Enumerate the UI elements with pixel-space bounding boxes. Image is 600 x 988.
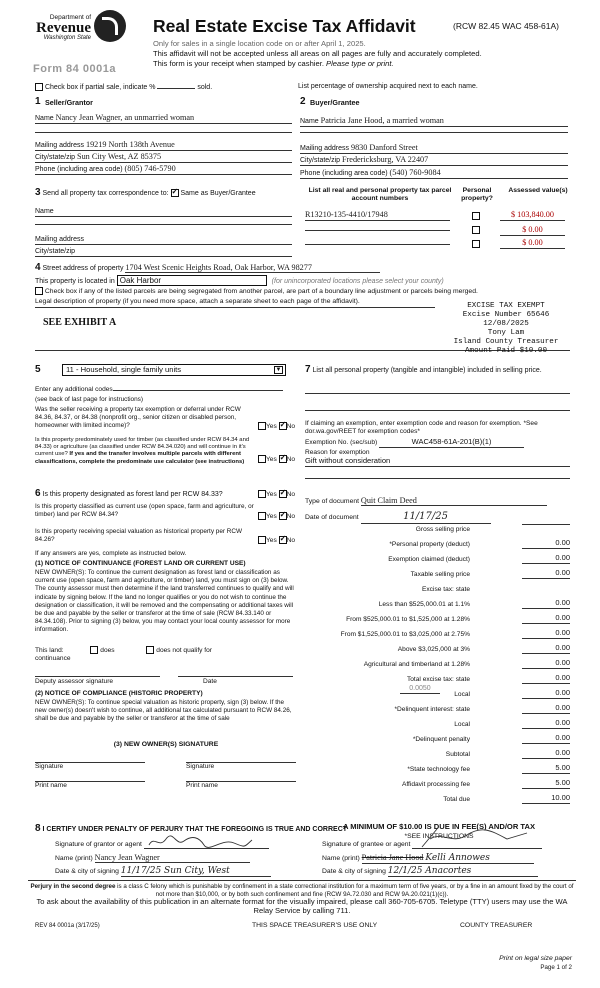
buyer-city[interactable]: Fredericksburg, VA 22407: [342, 155, 429, 164]
certify-row: 8 I CERTIFY UNDER PENALTY OF PERJURY THAT THE FOREGOING IS TRUE AND CORRECT: [35, 823, 348, 834]
grantee-signature-row: Signature of grantee or agent: [322, 839, 542, 849]
fee-value[interactable]: 0.00: [522, 629, 570, 639]
current-use-question: Is this property classified as current use (open space, farm and agriculture, or timber) land per RCW 84.34?: [35, 503, 254, 518]
historic-yes-no: Yes ✓ No: [258, 536, 295, 544]
personal-checkbox[interactable]: [472, 226, 480, 235]
exemption-instruction: If claiming an exemption, enter exemption code and reason for exemption. *See dor.wa.gov/REET for exemption codes*: [305, 420, 538, 435]
section-5-number: 5: [35, 364, 41, 375]
legal-label: Legal description of property (if you need more space, attach a separate sheet to each page of the affidavit).: [35, 298, 360, 305]
buyer-phone[interactable]: (540) 760-9084: [389, 168, 441, 177]
assessed-col-header: Assessed value(s): [508, 187, 568, 194]
fee-value[interactable]: 0.00: [522, 674, 570, 684]
fee-label: *State technology fee: [407, 766, 470, 773]
grantee-date-city[interactable]: 12/1/25 Anacortes: [388, 866, 538, 877]
new-owner-signature-2[interactable]: Signature: [186, 762, 296, 771]
reason-field[interactable]: Gift without consideration: [305, 457, 570, 467]
grantor-signature-row: Signature of grantor or agent: [55, 839, 269, 849]
personal-property-label: 7 List all personal property (tangible and intangible) included in selling price.: [305, 364, 542, 375]
compliance-body: NEW OWNER(S): To continue special valuation as historic property, sign (3) below. If the new owner(s) doesn't wish to continue, all additional tax calculated pursuant to RCW 84.26, shall be due and payable by the seller or transferor at the time of sale: [35, 699, 292, 723]
buyer-name-row: Name Patricia Jane Hood, a married woman: [300, 116, 568, 127]
fee-value[interactable]: 0.00: [522, 644, 570, 654]
local-rate: 0.0050: [400, 685, 440, 694]
buyer-city-row: City/state/zip Fredericksburg, VA 22407: [300, 155, 568, 166]
current-use-yes-no: Yes ✓ No: [258, 512, 295, 520]
form-number: Form 84 0001a: [33, 63, 116, 75]
personal-checkbox[interactable]: [472, 212, 480, 221]
doc-type[interactable]: Quit Claim Deed: [361, 496, 547, 506]
legal-description-area[interactable]: [35, 307, 435, 343]
fee-value[interactable]: 0.00: [522, 659, 570, 669]
doc-date-row: Date of document 11/17/25: [305, 511, 491, 524]
sec3-mail-row: Mailing address: [35, 236, 292, 245]
personal-col-header: Personal property?: [461, 187, 493, 202]
grantee-signature[interactable]: [412, 839, 542, 849]
partial-sale-row: Check box if partial sale, indicate % sold.: [35, 83, 212, 92]
new-owner-signature-heading: (3) NEW OWNER(S) SIGNATURE: [113, 741, 219, 748]
continuance-label: continuance: [35, 655, 71, 662]
parcel-row: [305, 244, 450, 245]
grantee-name: Patricia Jane Hood: [361, 853, 424, 862]
sec6-instruction: If any answers are yes, complete as instructed below.: [35, 550, 187, 557]
partial-sale-checkbox[interactable]: [35, 83, 43, 91]
fee-label: Gross selling price: [415, 526, 470, 533]
form-title: Real Estate Excise Tax Affidavit: [153, 16, 416, 36]
buyer-blank-line: [300, 132, 568, 133]
compliance-heading: (2) NOTICE OF COMPLIANCE (HISTORIC PROPERTY): [35, 690, 203, 697]
fee-value[interactable]: 0.00: [522, 599, 570, 609]
timber-yes-no: Yes ✓ No: [258, 455, 295, 463]
same-as-buyer-checkbox[interactable]: [171, 189, 179, 197]
personal-checkbox[interactable]: [472, 240, 480, 249]
page-number: Page 1 of 2: [540, 964, 572, 971]
doc-date[interactable]: 11/17/25: [361, 511, 491, 524]
land-qualify-row: This land: does does not qualify for: [35, 646, 212, 654]
fee-value[interactable]: 0.00: [522, 554, 570, 564]
seller-blank-line: [35, 132, 292, 133]
availability-notice: To ask about the availability of this publication in an alternate format for the visually impaired, please call 360-705-6705. Teletype (TTY) users may use the WA Relay Service by calling 711.: [36, 897, 568, 915]
property-street[interactable]: 1704 West Scenic Heights Road, Oak Harbor, WA 98277: [125, 263, 380, 273]
grantee-name-row: Name (print) Patricia Jane Hood Kelli Annowes: [322, 853, 534, 864]
codes-row: Enter any additional codes: [35, 386, 290, 394]
dor-logo: Department of Revenue Washington State: [36, 14, 91, 42]
buyer-phone-row: Phone (including area code) (540) 760-9084: [300, 168, 568, 179]
fee-label: From $1,525,000.01 to $3,025,000 at 2.75%: [340, 631, 470, 638]
new-owner-print-2[interactable]: Print name: [186, 781, 296, 790]
fee-label: Subtotal: [445, 751, 470, 758]
fee-value[interactable]: 5.00: [522, 779, 570, 789]
historic-question: Is this property receiving special valuation as historical property per RCW 84.26?: [35, 528, 243, 543]
fee-value[interactable]: [522, 524, 570, 525]
header-note-1: Only for sales in a single location code on or after April 1, 2025.: [153, 39, 366, 48]
segregation-checkbox[interactable]: [35, 287, 43, 295]
fee-label: Above $3,025,000 at 3%: [397, 646, 470, 653]
forest-yes-no: Yes ✓ No: [258, 490, 295, 498]
minimum-due-notice: A MINIMUM OF $10.00 IS DUE IN FEE(S) AND/OR TAX: [342, 822, 536, 831]
print-note: Print on legal size paper: [499, 955, 572, 962]
header-note-3: This form is your receipt when stamped by cashier. Please type or print.: [153, 59, 394, 68]
assessed-value: $ 0.00: [500, 238, 565, 249]
located-row: This property is located in Oak Harbor (for unincorporated locations please select your county): [35, 276, 444, 285]
fee-label: *Delinquent interest: state: [394, 706, 470, 713]
sec3-city-row: City/state/zip: [35, 248, 292, 257]
reason-label: Reason for exemption: [305, 449, 370, 456]
fee-value[interactable]: 0.00: [522, 569, 570, 579]
fee-label: Affidavit processing fee: [401, 781, 470, 788]
fee-value[interactable]: 0.00: [522, 719, 570, 729]
fee-value[interactable]: 0.00: [522, 614, 570, 624]
grantee-signature-scribble: [412, 827, 532, 849]
section-4-street-row: 4 Street address of property 1704 West Scenic Heights Road, Oak Harbor, WA 98277: [35, 262, 570, 274]
fee-label: Total excise tax: state: [406, 676, 470, 683]
assessed-value: $ 0.00: [500, 225, 565, 236]
fee-value[interactable]: 0.00: [522, 749, 570, 759]
buyer-mail[interactable]: 9830 Danford Street: [350, 143, 418, 152]
grantor-signature[interactable]: [144, 839, 269, 849]
fee-label: *Delinquent penalty: [412, 736, 470, 743]
fee-label: Local: [454, 721, 470, 728]
reason-line[interactable]: [305, 478, 570, 479]
seller-heading: Seller/Grantor: [45, 98, 93, 107]
county-treasurer-label: COUNTY TREASURER: [460, 922, 533, 929]
treasurer-stamp: EXCISE TAX EXEMPT Excise Number 65646 12/08/2025 Tony Lam Island County Treasurer Amount Paid $10.00: [453, 302, 559, 355]
buyer-name[interactable]: Patricia Jane Hood, a married woman: [320, 116, 444, 125]
sec3-blank-line: [35, 224, 292, 225]
location-select[interactable]: Oak Harbor: [117, 275, 267, 286]
section-1-number: 1: [35, 96, 41, 107]
seller-name[interactable]: Nancy Jean Wagner, an unmarried woman: [55, 113, 195, 122]
fee-label: From $525,000.01 to $1,525,000 at 1.28%: [346, 616, 470, 623]
grantee-name-field[interactable]: [362, 853, 534, 864]
fee-label: Excise tax: state: [421, 586, 470, 593]
seller-mail[interactable]: 19219 North 138th Avenue: [85, 140, 175, 149]
continuance-heading: (1) NOTICE OF CONTINUANCE (FOREST LAND OR CURRENT USE): [35, 560, 246, 567]
section-3-row: 3 Send all property tax correspondence to: ✓ Same as Buyer/Grantee: [35, 187, 256, 199]
deputy-date-line[interactable]: Date: [178, 676, 293, 686]
legal-description: SEE EXHIBIT A: [43, 317, 117, 328]
exemption-number-row: Exemption No. (sec/sub) WAC458-61A-201(B)(1): [305, 438, 524, 448]
fee-label: Less than $525,000.01 at 1.1%: [378, 601, 470, 608]
fee-value[interactable]: 0.00: [522, 689, 570, 699]
grantor-signature-scribble: [144, 835, 254, 849]
codes-note: (see back of last page for instructions): [35, 396, 143, 403]
fee-label: *Personal property (deduct): [389, 541, 470, 548]
seller-mail-row: Mailing address 19219 North 138th Avenue: [35, 140, 292, 151]
seller-city-row: City/state/zip Sun City West, AZ 85375: [35, 152, 292, 163]
parcel-col-header: List all real and personal property tax parcel account numbers: [308, 187, 452, 202]
chevron-down-icon[interactable]: ▼: [275, 367, 282, 373]
forest-question-row: 6 Is this property designated as forest land per RCW 84.33?: [35, 488, 223, 499]
fee-value[interactable]: 10.00: [522, 794, 570, 804]
personal-property-line[interactable]: [305, 393, 570, 394]
section-2-number: 2: [300, 96, 306, 107]
parcel-row: [305, 230, 450, 231]
fee-value[interactable]: 0.00: [522, 704, 570, 714]
grantor-date-city[interactable]: 11/17/25 Sun City, West: [121, 866, 271, 877]
grantee-date-row: Date & city of signing 12/1/25 Anacortes: [322, 866, 538, 877]
seller-phone-row: Phone (including area code) (805) 746-5790: [35, 164, 292, 175]
grantee-agent-name: Kelli Annowes: [425, 853, 490, 863]
grantor-date-row: Date & city of signing 11/17/25 Sun City, West: [55, 866, 271, 877]
perjury-statement: Perjury in the second degree is a class C felony which is punishable by confinement in a state correctional institution for a maximum term of five years, or by a fine in an amount fixed by the court of not more than $10,000, or by both such confinement and fine (RCW 9A.72.030 and RCW 9A.20.021(1)(c)).: [28, 880, 576, 898]
continuance-body: NEW OWNER(S): To continue the current designation as forest land or classification as current use (open space, farm and agriculture, or timber) land, you must sign on (3) below. The county assessor must then determine if the land transferred continues to qualify and will indicate by signing below. If the land no longer qualifies or you do not wish to continue the designation or classification, it will be removed and the compensating or additional taxes will be due and payable by the seller or transferor at the time of sale (RCW 84.33.140 or 84.34.108). Prior to signing (3) below, you may contact your local county assessor for more information.: [35, 569, 294, 634]
fee-value[interactable]: 0.00: [522, 539, 570, 549]
deputy-signature-line[interactable]: Deputy assessor signature: [35, 676, 160, 686]
fee-label: Local: [454, 691, 470, 698]
sec3-name-row: Name: [35, 208, 292, 217]
see-instructions: *SEE INSTRUCTIONS: [404, 833, 474, 840]
grantor-name-row: Name (print) Nancy Jean Wagner: [55, 853, 250, 863]
personal-property-line[interactable]: [305, 410, 570, 411]
fee-label: Taxable selling price: [410, 571, 470, 578]
exemption-question: Was the seller receiving a property tax exemption or deferral under RCW 84.36, 84.37, or 84.38 (nonprofit org., senior citizen or disabled person, homeowner with limited income)?: [35, 406, 241, 429]
buyer-heading: Buyer/Grantee: [310, 98, 360, 107]
doc-type-row: Type of document Quit Claim Deed: [305, 496, 547, 506]
buyer-mail-row: Mailing address 9830 Danford Street: [300, 143, 568, 154]
seller-phone[interactable]: (805) 746-5790: [124, 164, 176, 173]
parcel-row: [305, 210, 450, 221]
form-citation: (RCW 82.45 WAC 458-61A): [453, 21, 559, 31]
header-note-2: This affidavit will not be accepted unless all areas on all pages are fully and accurately completed.: [153, 49, 482, 58]
fee-label: Agricultural and timberland at 1.28%: [363, 661, 470, 668]
seller-name-row: Name Nancy Jean Wagner, an unmarried woman: [35, 113, 292, 124]
new-owner-signature-1[interactable]: Signature: [35, 762, 145, 771]
assessed-value: $ 103,840.00: [500, 210, 565, 221]
treasurer-use-label: THIS SPACE TREASURER'S USE ONLY: [252, 922, 378, 929]
revision-label: REV 84 0001a (3/17/25): [35, 923, 100, 929]
fee-value[interactable]: 5.00: [522, 764, 570, 774]
grantor-name[interactable]: Nancy Jean Wagner: [95, 853, 250, 863]
land-use-select[interactable]: 11 - Household, single family units ▼: [62, 364, 286, 376]
fee-label: Exemption claimed (deduct): [388, 556, 470, 563]
dor-logo-mark-icon: [94, 10, 126, 42]
timber-question: Is this property predominately used for timber (as classified under RCW 84.34 and 84.33) or agriculture (as classified under RCW 84.34.020) and will continue in it's current use? If yes and the transfer involves multiple parcels with different classifications, complete the predominate use calculator (see instructions): [35, 437, 250, 465]
ownership-note: List percentage of ownership acquired next to each name.: [298, 83, 478, 90]
new-owner-print-1[interactable]: Print name: [35, 781, 145, 790]
exemption-yes-no: Yes ✓ No: [258, 422, 295, 430]
fee-value[interactable]: 0.00: [522, 734, 570, 744]
fee-label: Total due: [443, 796, 470, 803]
parcel-number[interactable]: R13210-135-4410/17948: [305, 210, 388, 219]
segregation-row: Check box if any of the listed parcels are being segregated from another parcel, are part of a boundary line adjustment or parcels being merged.: [35, 287, 478, 296]
seller-city[interactable]: Sun City West, AZ 85375: [77, 152, 162, 161]
exemption-number[interactable]: WAC458-61A-201(B)(1): [379, 438, 524, 448]
